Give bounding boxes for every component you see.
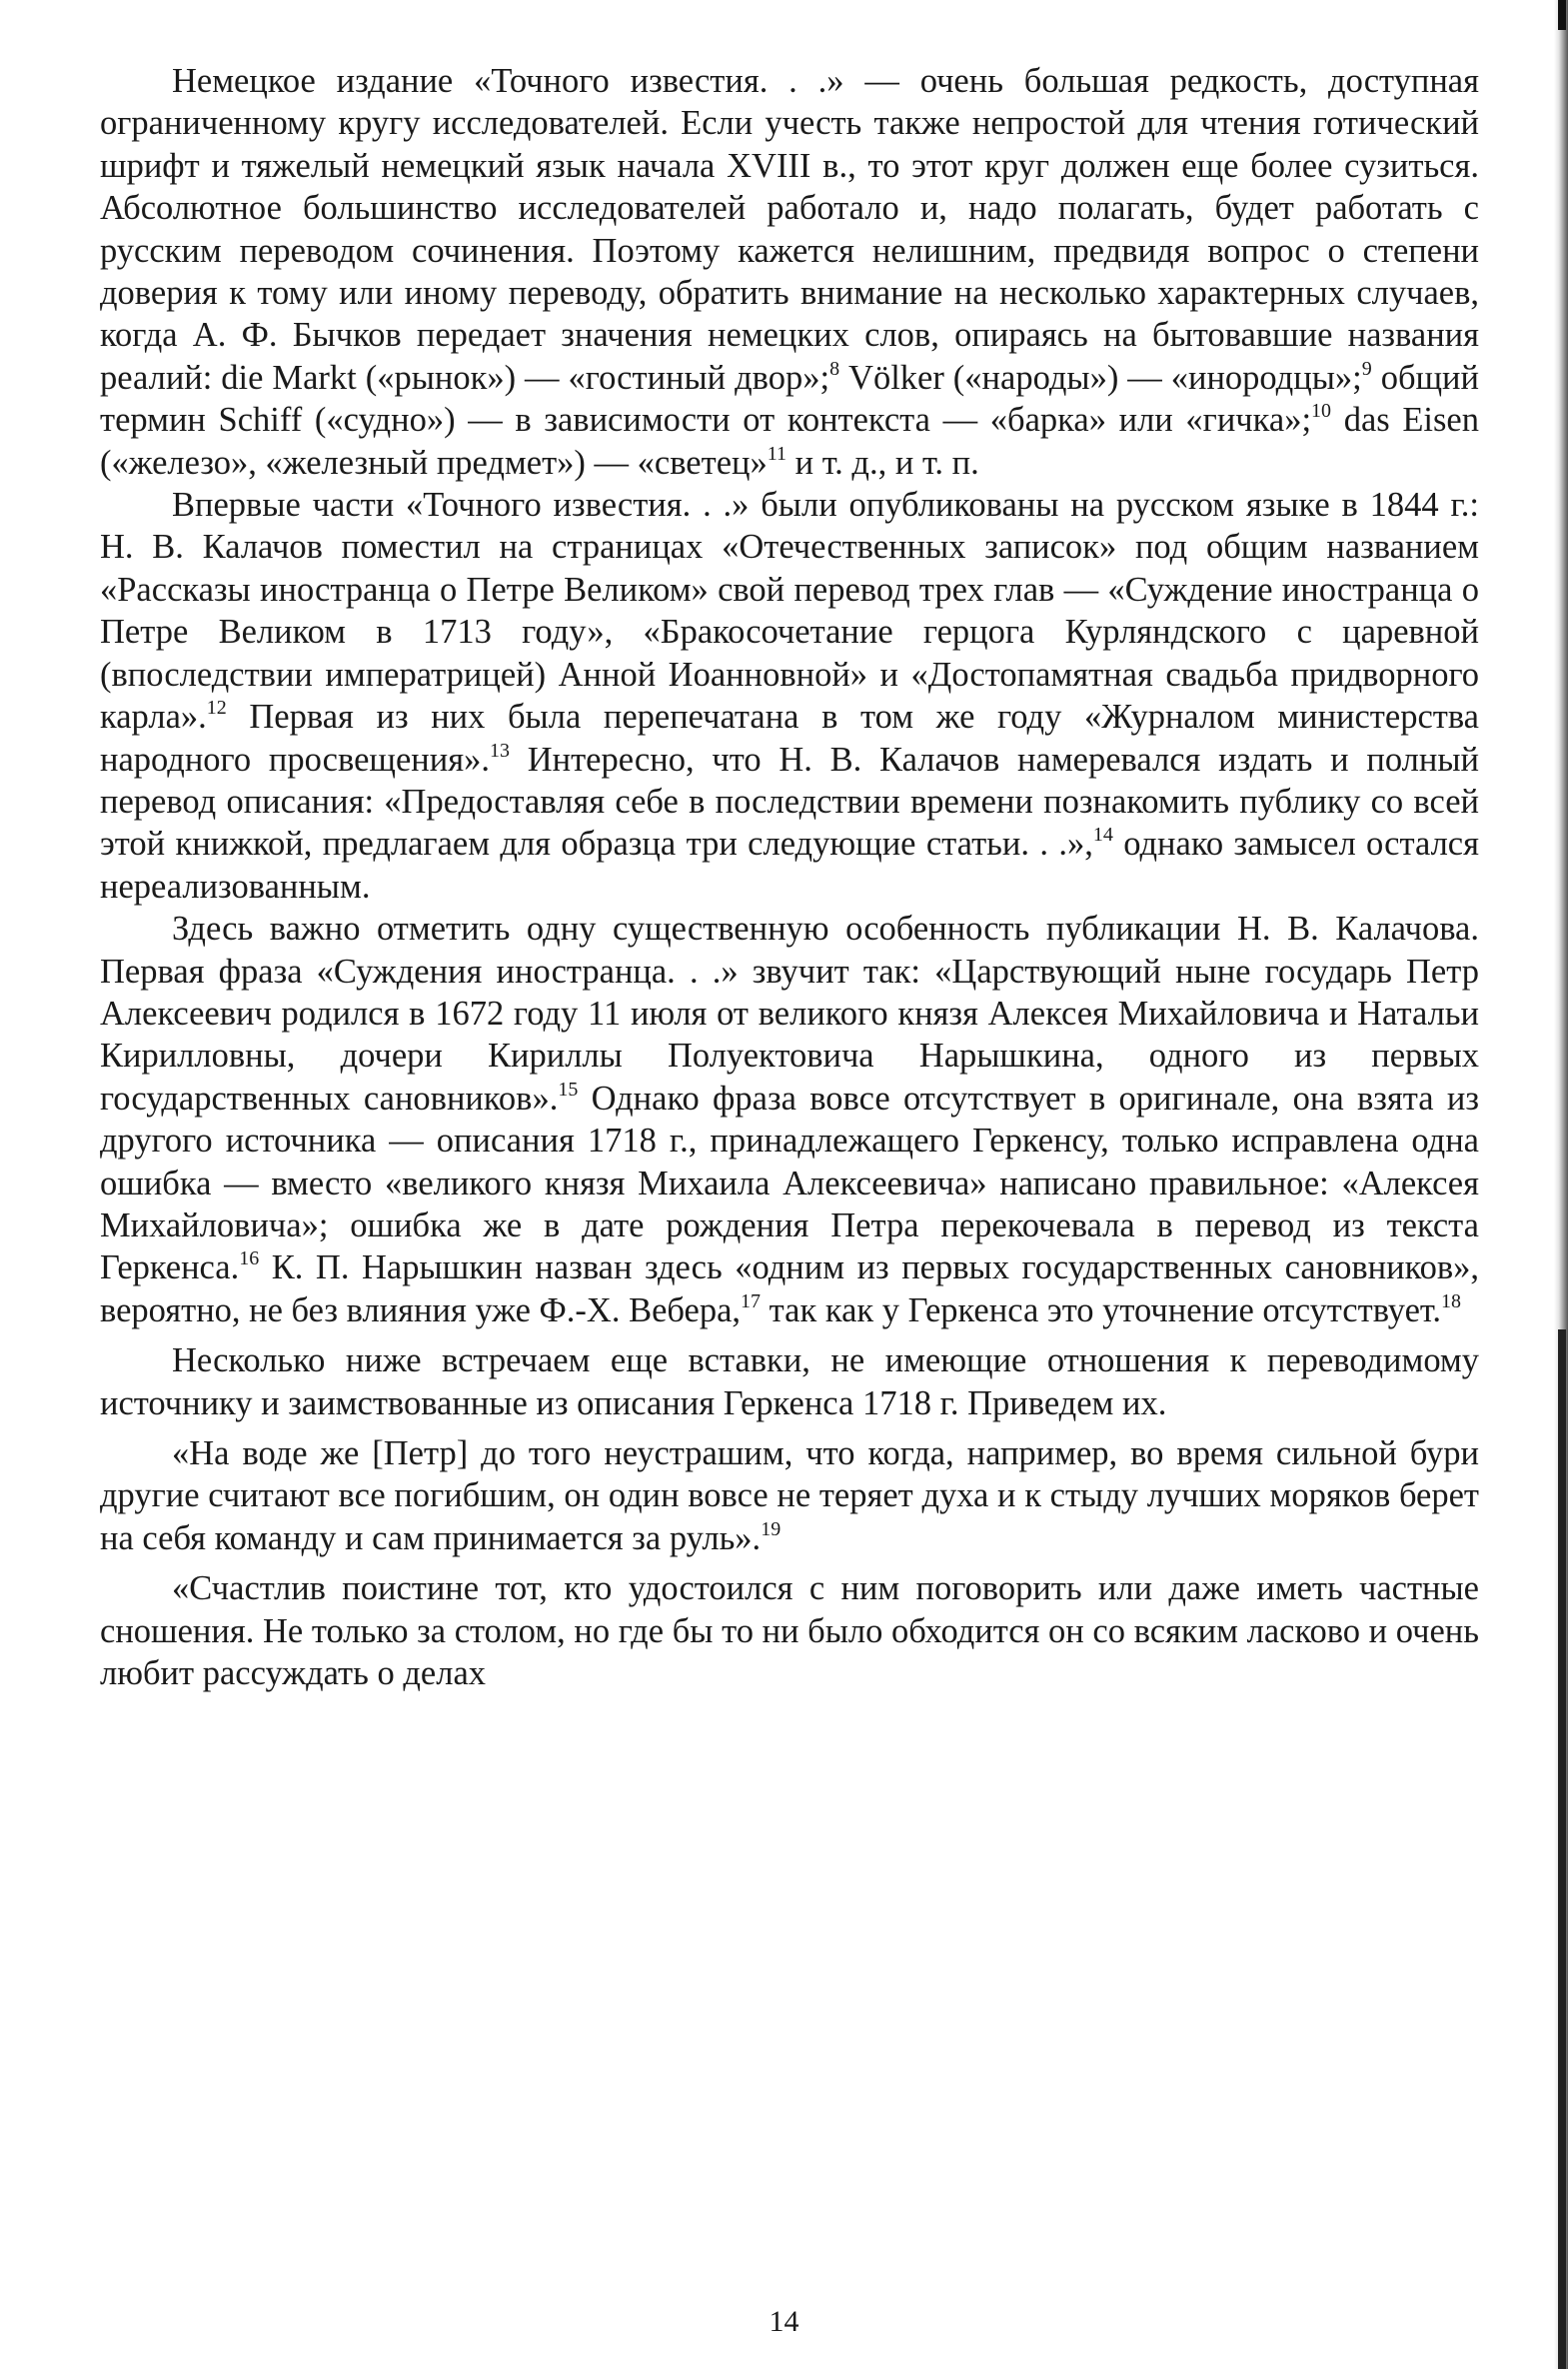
paragraph-text: Однако фраза вовсе отсутствует в оригинале, она взята из другого источника — описания 1718 г., принадлежащего Геркенсу, только исправлена одна ошибка — вместо «великого князя Михаила Алексеевича» написано правильное: «Алексея Михайловича»; ошибка же в дате рождения Петра перекочевала в перевод из текста Геркенса. [100, 1079, 1479, 1287]
paragraph [100, 1339, 1479, 1424]
scan-edge-mark-bottom [1558, 1329, 1566, 2369]
paragraph-text: Впервые части «Точного известия. . .» были опубликованы на русском языке в 1844 г.: Н. В. Калачов поместил на страницах «Отечественных записок» под общим названием «Рассказы иностранца о Петре Великом» свой перевод трех глав — «Суждение иностранца о Петре Великом в 1713 году», «Бракосочетание герцога Курляндского с царевной (впоследствии императрицей) Анной Иоанновной» и «Достопамятная свадьба придворного карла». [100, 486, 1479, 737]
paragraph-text: и т. д., и т. п. [785, 443, 979, 482]
paragraph-text: Немецкое издание «Точного известия. . .» — очень большая редкость, доступная ограниченному кругу исследователей. Если учесть также непростой для чтения готический шрифт и тяжелый немецкий язык начала XVIII в., то этот круг должен еще более сузиться. Абсолютное большинство исследователей работало и, надо полагать, будет работать с русским переводом сочинения. Поэтому кажется нелишним, предвидя вопрос о степени доверия к тому или иному переводу, обратить внимание на несколько характерных случаев, когда А. Ф. Бычков передает значения немецких слов, опираясь на бытовавшие названия реалий: die Markt («рынок») — «гостиный двор»; [100, 62, 1479, 397]
footnote-ref: 10 [1311, 400, 1332, 423]
paragraph-text: так как у Геркенса это уточнение отсутствует. [761, 1290, 1442, 1329]
footnote-ref: 14 [1092, 824, 1113, 847]
footnote-ref: 13 [489, 739, 510, 762]
paragraph-text: das Eisen («железо», «железный предмет») — «светец» [100, 401, 1479, 482]
footnote-ref: 15 [558, 1078, 579, 1101]
paragraph-text: «Счастлив поистине тот, кто удостоился с ним поговорить или даже иметь частные сношения. Не только за столом, но где бы то ни было обходится он со всяким ласково и очень любит рассуждать о делах [100, 1569, 1479, 1693]
paragraph-text: Первая из них была перепечатана в том же году «Журналом министерства народного просвещения». [100, 698, 1479, 779]
paragraph [100, 908, 1479, 1331]
footnote-ref: 12 [206, 697, 227, 720]
paragraph [100, 1432, 1479, 1559]
footnote-ref: 9 [1361, 357, 1372, 380]
paragraph-text: К. П. Нарышкин назван здесь «одним из первых государственных сановников», вероятно, не без влияния уже Ф.-Х. Вебера, [100, 1248, 1479, 1329]
paragraph [100, 1567, 1479, 1694]
footnote-ref: 11 [767, 442, 786, 465]
paragraph-text: Здесь важно отметить одну существенную особенность публикации Н. В. Калачова. Первая фраза «Суждения иностранца. . .» звучит так: «Царствующий ныне государь Петр Алексеевич родился в 1672 году 11 июля от великого князя Алексея Михайловича и Натальи Кирилловны, дочери Кириллы Полуектовича Нарышкина, одного из первых государственных сановников». [100, 910, 1479, 1118]
paragraph-text: Völker («народы») — «инородцы»; [839, 358, 1362, 397]
footnote-ref: 17 [741, 1289, 762, 1312]
footnote-ref: 8 [829, 357, 840, 380]
paragraph [100, 484, 1479, 908]
paragraph [100, 60, 1479, 484]
paragraph-text: Интересно, что Н. В. Калачов намеревался издать и полный перевод описания: «Предоставляя себе в последствии времени познакомить публику со всей этой книжкой, предлагаем для образца три следующие статьи. . .», [100, 740, 1479, 864]
footnote-ref: 18 [1441, 1289, 1462, 1312]
footnote-ref: 16 [239, 1247, 260, 1270]
page-number: 14 [769, 2305, 799, 2338]
paragraph-text: «На воде же [Петр] до того неустрашим, что когда, например, во время сильной бури другие считают все погибшим, он один вовсе не теряет духа и к стыду лучших моряков берет на себя команду и сам принимается за руль». [100, 1434, 1479, 1557]
page-body [100, 60, 1479, 1694]
paragraph-text: Несколько ниже встречаем еще вставки, не имеющие отношения к переводимому источнику и заимствованные из описания Геркенса 1718 г. Приведем их. [100, 1341, 1479, 1422]
footnote-ref: 19 [761, 1517, 782, 1540]
scan-edge-mark-top [1558, 0, 1566, 30]
paragraph-text: однако замысел остался нереализованным. [100, 825, 1479, 906]
scan-edge-shadow [1554, 0, 1568, 2369]
paragraph-text: общий термин Schiff («судно») — в зависимости от контекста — «барка» или «гичка»; [100, 358, 1479, 440]
